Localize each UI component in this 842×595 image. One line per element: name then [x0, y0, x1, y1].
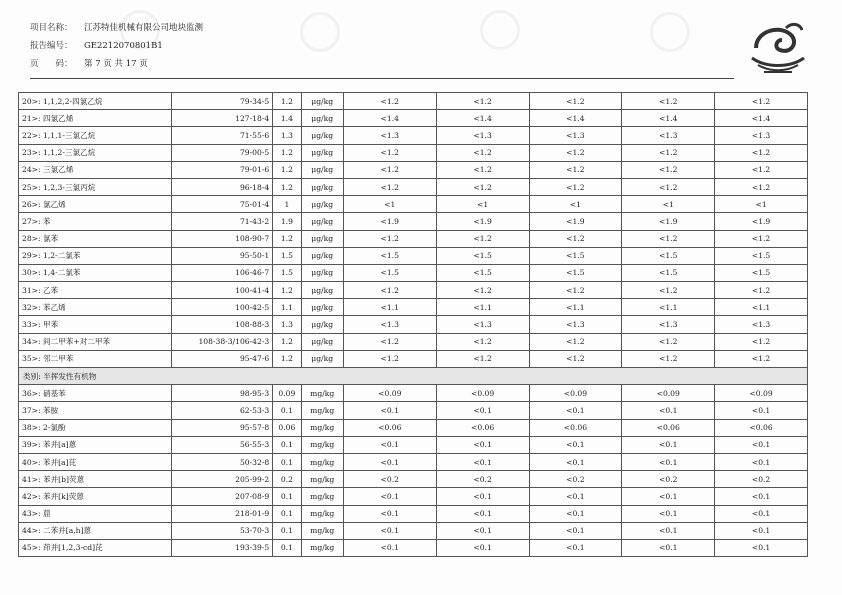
result-value: <1.5: [436, 247, 529, 264]
result-value: <1.2: [343, 350, 436, 367]
header-divider: [30, 78, 734, 79]
page-number: 第 7 页 共 17 页: [84, 59, 148, 69]
table-row: [19, 419, 808, 436]
analyte-name: 34>: 间二甲苯+对二甲苯: [19, 333, 172, 350]
result-value: <0.09: [529, 385, 622, 402]
result-value: <1.3: [343, 127, 436, 144]
result-value: <0.1: [529, 522, 622, 539]
cas-number: 108-90-7: [172, 230, 273, 247]
analyte-name: 39>: 苯并[a]蒽: [19, 436, 172, 453]
unit: mg/kg: [301, 488, 343, 505]
result-value: <1.9: [529, 213, 622, 230]
result-value: <1.2: [343, 230, 436, 247]
result-value: <1.2: [436, 161, 529, 178]
result-value: <0.2: [529, 471, 622, 488]
cas-number: 207-08-9: [172, 488, 273, 505]
table-row: [19, 488, 808, 505]
analyte-name: 22>: 1,1,1-三氯乙烷: [19, 127, 172, 144]
result-value: <1.4: [622, 110, 715, 127]
analyte-name: 27>: 苯: [19, 213, 172, 230]
table-row: [19, 522, 808, 539]
result-value: <0.1: [715, 522, 808, 539]
result-value: <0.1: [622, 402, 715, 419]
result-value: <1.5: [622, 264, 715, 281]
unit: μg/kg: [301, 299, 343, 316]
result-value: <0.1: [436, 436, 529, 453]
unit: mg/kg: [301, 453, 343, 470]
unit: μg/kg: [301, 247, 343, 264]
unit: μg/kg: [301, 316, 343, 333]
result-value: <0.1: [622, 488, 715, 505]
result-value: <0.06: [343, 419, 436, 436]
result-value: <0.1: [715, 453, 808, 470]
result-value: <0.1: [622, 522, 715, 539]
result-value: <1.2: [715, 333, 808, 350]
result-value: <1.1: [343, 299, 436, 316]
result-value: <1.2: [715, 282, 808, 299]
table-row: [19, 282, 808, 299]
cas-number: 108-38-3/106-42-3: [172, 333, 273, 350]
cas-number: 127-18-4: [172, 110, 273, 127]
unit: μg/kg: [301, 264, 343, 281]
result-value: <0.1: [622, 436, 715, 453]
cas-number: 106-46-7: [172, 264, 273, 281]
cas-number: 71-55-6: [172, 127, 273, 144]
table-row: [19, 436, 808, 453]
cas-number: 53-70-3: [172, 522, 273, 539]
detection-limit: 0.1: [273, 436, 301, 453]
result-value: <1.4: [343, 110, 436, 127]
analyte-name: 32>: 苯乙烯: [19, 299, 172, 316]
cas-number: 79-00-5: [172, 144, 273, 161]
result-value: <0.2: [436, 471, 529, 488]
result-value: <0.06: [436, 419, 529, 436]
unit: mg/kg: [301, 471, 343, 488]
result-value: <1.2: [343, 282, 436, 299]
detection-limit: 0.2: [273, 471, 301, 488]
unit: μg/kg: [301, 161, 343, 178]
result-value: <1: [529, 196, 622, 213]
unit: μg/kg: [301, 350, 343, 367]
result-value: <1.2: [343, 144, 436, 161]
result-value: <1.1: [529, 299, 622, 316]
company-logo-icon: [746, 18, 810, 80]
analyte-name: 33>: 甲苯: [19, 316, 172, 333]
cas-number: 50-32-8: [172, 453, 273, 470]
result-value: <1.3: [343, 316, 436, 333]
analyte-name: 30>: 1,4-二氯苯: [19, 264, 172, 281]
detection-limit: 0.1: [273, 488, 301, 505]
result-value: <0.09: [343, 385, 436, 402]
result-value: <1.3: [529, 127, 622, 144]
detection-limit: 1.3: [273, 316, 301, 333]
detection-limit: 1.2: [273, 161, 301, 178]
cas-number: 218-01-9: [172, 505, 273, 522]
unit: μg/kg: [301, 178, 343, 195]
unit: mg/kg: [301, 505, 343, 522]
unit: μg/kg: [301, 213, 343, 230]
cas-number: 56-55-3: [172, 436, 273, 453]
result-value: <1.2: [622, 161, 715, 178]
result-value: <0.1: [622, 505, 715, 522]
result-value: <1.2: [343, 161, 436, 178]
analyte-name: 42>: 苯并[k]荧蒽: [19, 488, 172, 505]
result-value: <0.1: [529, 402, 622, 419]
cas-number: 95-47-6: [172, 350, 273, 367]
result-value: <1.2: [529, 93, 622, 110]
cas-number: 62-53-3: [172, 402, 273, 419]
result-value: <0.1: [343, 522, 436, 539]
result-value: <1.3: [715, 127, 808, 144]
result-value: <0.1: [343, 436, 436, 453]
project-name: 江苏特佳机械有限公司地块监测: [84, 23, 204, 33]
result-value: <1.2: [529, 178, 622, 195]
category-label: 类别: 半挥发性有机物: [19, 368, 808, 385]
cas-number: 96-18-4: [172, 178, 273, 195]
result-value: <0.1: [436, 402, 529, 419]
table-row: [19, 264, 808, 281]
result-value: <0.09: [622, 385, 715, 402]
analyte-name: 44>: 二苯并[a,h]蒽: [19, 522, 172, 539]
result-value: <1.5: [343, 247, 436, 264]
watermark-icon: [650, 12, 690, 52]
result-value: <0.1: [715, 539, 808, 556]
unit: mg/kg: [301, 402, 343, 419]
unit: μg/kg: [301, 282, 343, 299]
result-value: <1.2: [715, 350, 808, 367]
detection-limit: 1.2: [273, 230, 301, 247]
result-value: <1.5: [343, 264, 436, 281]
result-value: <1.2: [436, 333, 529, 350]
table-row: [19, 402, 808, 419]
detection-limit: 1.5: [273, 247, 301, 264]
result-value: <0.1: [529, 488, 622, 505]
analyte-name: 23>: 1,1,2-三氯乙烷: [19, 144, 172, 161]
result-value: <1.2: [343, 178, 436, 195]
cas-number: 79-34-5: [172, 93, 273, 110]
result-value: <0.1: [529, 436, 622, 453]
analyte-name: 28>: 氯苯: [19, 230, 172, 247]
result-value: <0.1: [343, 488, 436, 505]
result-value: <0.1: [343, 453, 436, 470]
table-row: [19, 127, 808, 144]
result-value: <1.5: [529, 264, 622, 281]
analyte-name: 35>: 邻二甲苯: [19, 350, 172, 367]
detection-limit: 1.1: [273, 299, 301, 316]
analyte-name: 41>: 苯并[b]荧蒽: [19, 471, 172, 488]
result-value: <1.5: [715, 247, 808, 264]
result-value: <0.1: [436, 453, 529, 470]
detection-limit: 1: [273, 196, 301, 213]
detection-limit: 1.2: [273, 282, 301, 299]
unit: mg/kg: [301, 539, 343, 556]
cas-number: 193-39-5: [172, 539, 273, 556]
result-value: <1.5: [529, 247, 622, 264]
result-value: <0.1: [436, 539, 529, 556]
result-value: <0.06: [622, 419, 715, 436]
cas-number: 95-57-8: [172, 419, 273, 436]
result-value: <0.06: [529, 419, 622, 436]
category-row: [19, 368, 808, 385]
result-value: <0.1: [715, 402, 808, 419]
result-value: <1.2: [622, 282, 715, 299]
detection-limit: 1.2: [273, 144, 301, 161]
result-value: <1.9: [436, 213, 529, 230]
unit: μg/kg: [301, 230, 343, 247]
result-value: <0.1: [343, 539, 436, 556]
cas-number: 100-41-4: [172, 282, 273, 299]
cas-number: 98-95-3: [172, 385, 273, 402]
detection-limit: 0.1: [273, 453, 301, 470]
result-value: <1.2: [436, 282, 529, 299]
analyte-name: 37>: 苯胺: [19, 402, 172, 419]
table-row: [19, 144, 808, 161]
result-value: <1.2: [343, 333, 436, 350]
result-value: <1.3: [715, 316, 808, 333]
result-value: <1: [622, 196, 715, 213]
result-value: <1.2: [622, 333, 715, 350]
table-row: [19, 453, 808, 470]
result-value: <1.2: [622, 230, 715, 247]
result-value: <1.2: [715, 93, 808, 110]
unit: μg/kg: [301, 144, 343, 161]
detection-limit: 1.2: [273, 350, 301, 367]
analyte-name: 25>: 1,2,3-三氯丙烷: [19, 178, 172, 195]
detection-limit: 0.1: [273, 522, 301, 539]
detection-limit: 1.2: [273, 333, 301, 350]
results-table: [18, 92, 808, 557]
table-row: [19, 93, 808, 110]
result-value: <0.2: [343, 471, 436, 488]
result-value: <0.09: [436, 385, 529, 402]
result-value: <1.2: [622, 178, 715, 195]
result-value: <1.2: [715, 144, 808, 161]
unit: mg/kg: [301, 419, 343, 436]
table-row: [19, 230, 808, 247]
result-value: <1: [436, 196, 529, 213]
detection-limit: 1.9: [273, 213, 301, 230]
cas-number: 95-50-1: [172, 247, 273, 264]
result-value: <0.1: [622, 539, 715, 556]
result-value: <1.2: [436, 230, 529, 247]
result-value: <1.9: [715, 213, 808, 230]
analyte-name: 21>: 四氯乙烯: [19, 110, 172, 127]
result-value: <1.2: [622, 350, 715, 367]
cas-number: 79-01-6: [172, 161, 273, 178]
result-value: <0.1: [529, 505, 622, 522]
analyte-name: 20>: 1,1,2,2-四氯乙烷: [19, 93, 172, 110]
result-value: <1.9: [622, 213, 715, 230]
page-line: [30, 58, 148, 70]
result-value: <1.2: [622, 144, 715, 161]
cas-number: 75-01-4: [172, 196, 273, 213]
unit: mg/kg: [301, 522, 343, 539]
unit: μg/kg: [301, 110, 343, 127]
result-value: <1.2: [343, 93, 436, 110]
table-row: [19, 247, 808, 264]
result-value: <1.2: [715, 230, 808, 247]
result-value: <1.3: [436, 316, 529, 333]
unit: mg/kg: [301, 385, 343, 402]
result-value: <1.1: [715, 299, 808, 316]
analyte-name: 29>: 1,2-二氯苯: [19, 247, 172, 264]
result-value: <1.4: [529, 110, 622, 127]
result-value: <1.3: [436, 127, 529, 144]
result-value: <1: [343, 196, 436, 213]
table-row: [19, 505, 808, 522]
table-row: [19, 110, 808, 127]
result-value: <0.1: [529, 539, 622, 556]
result-value: <1.3: [622, 316, 715, 333]
detection-limit: 0.06: [273, 419, 301, 436]
result-value: <1.2: [436, 93, 529, 110]
result-value: <1.2: [529, 350, 622, 367]
result-value: <1.2: [715, 178, 808, 195]
watermark-icon: [120, 10, 160, 50]
result-value: <1.4: [715, 110, 808, 127]
result-value: <1.2: [436, 350, 529, 367]
result-value: <1.2: [436, 144, 529, 161]
result-value: <1.2: [529, 144, 622, 161]
cas-number: 108-88-3: [172, 316, 273, 333]
report-number: GE2212070801B1: [84, 41, 163, 51]
table-row: [19, 471, 808, 488]
result-value: <0.2: [622, 471, 715, 488]
result-value: <1.9: [343, 213, 436, 230]
analyte-name: 45>: 茚并[1,2,3-cd]芘: [19, 539, 172, 556]
result-value: <0.1: [436, 505, 529, 522]
result-value: <1.3: [622, 127, 715, 144]
table-body-svoc: [19, 385, 808, 557]
unit: mg/kg: [301, 436, 343, 453]
result-value: <0.1: [529, 453, 622, 470]
page-label: 页 码：: [30, 59, 73, 69]
analyte-name: 43>: 䓛: [19, 505, 172, 522]
result-value: <1.2: [529, 230, 622, 247]
detection-limit: 0.09: [273, 385, 301, 402]
analyte-name: 24>: 三氯乙烯: [19, 161, 172, 178]
result-value: <1.2: [622, 93, 715, 110]
category-section: [19, 368, 808, 385]
unit: μg/kg: [301, 127, 343, 144]
result-value: <1.2: [436, 178, 529, 195]
table-row: [19, 299, 808, 316]
detection-limit: 1.5: [273, 264, 301, 281]
detection-limit: 0.1: [273, 505, 301, 522]
table-body-voc: [19, 93, 808, 368]
result-value: <1: [715, 196, 808, 213]
unit: μg/kg: [301, 333, 343, 350]
result-value: <0.06: [715, 419, 808, 436]
result-value: <1.5: [436, 264, 529, 281]
result-value: <1.4: [436, 110, 529, 127]
table-row: [19, 213, 808, 230]
report-label: 报告编号：: [30, 41, 73, 51]
unit: μg/kg: [301, 93, 343, 110]
table-row: [19, 385, 808, 402]
analyte-name: 40>: 苯并[a]芘: [19, 453, 172, 470]
result-value: <1.2: [529, 333, 622, 350]
result-value: <1.5: [622, 247, 715, 264]
watermark-icon: [300, 12, 340, 52]
watermark-icon: [480, 10, 520, 50]
table-row: [19, 178, 808, 195]
result-value: <0.09: [715, 385, 808, 402]
table-row: [19, 539, 808, 556]
result-value: <0.1: [343, 402, 436, 419]
result-value: <0.1: [343, 505, 436, 522]
detection-limit: 1.2: [273, 178, 301, 195]
analyte-name: 26>: 氯乙烯: [19, 196, 172, 213]
detection-limit: 1.2: [273, 93, 301, 110]
result-value: <0.1: [715, 436, 808, 453]
table-row: [19, 196, 808, 213]
project-line: [30, 22, 203, 34]
detection-limit: 0.1: [273, 539, 301, 556]
result-value: <0.1: [622, 453, 715, 470]
result-value: <1.2: [715, 161, 808, 178]
table-row: [19, 350, 808, 367]
result-value: <1.2: [529, 161, 622, 178]
result-value: <0.1: [715, 505, 808, 522]
result-value: <1.3: [529, 316, 622, 333]
analyte-name: 31>: 乙苯: [19, 282, 172, 299]
detection-limit: 0.1: [273, 402, 301, 419]
unit: μg/kg: [301, 196, 343, 213]
result-value: <0.1: [436, 488, 529, 505]
analyte-name: 36>: 硝基苯: [19, 385, 172, 402]
cas-number: 71-43-2: [172, 213, 273, 230]
table-row: [19, 333, 808, 350]
cas-number: 205-99-2: [172, 471, 273, 488]
table-row: [19, 161, 808, 178]
result-value: <0.2: [715, 471, 808, 488]
result-value: <1.2: [529, 282, 622, 299]
cas-number: 100-42-5: [172, 299, 273, 316]
result-value: <1.1: [622, 299, 715, 316]
detection-limit: 1.3: [273, 127, 301, 144]
result-value: <1.5: [715, 264, 808, 281]
result-value: <0.1: [715, 488, 808, 505]
result-value: <0.1: [436, 522, 529, 539]
analyte-name: 38>: 2-氯酚: [19, 419, 172, 436]
result-value: <1.1: [436, 299, 529, 316]
detection-limit: 1.4: [273, 110, 301, 127]
project-label: 项目名称：: [30, 23, 73, 33]
table-row: [19, 316, 808, 333]
